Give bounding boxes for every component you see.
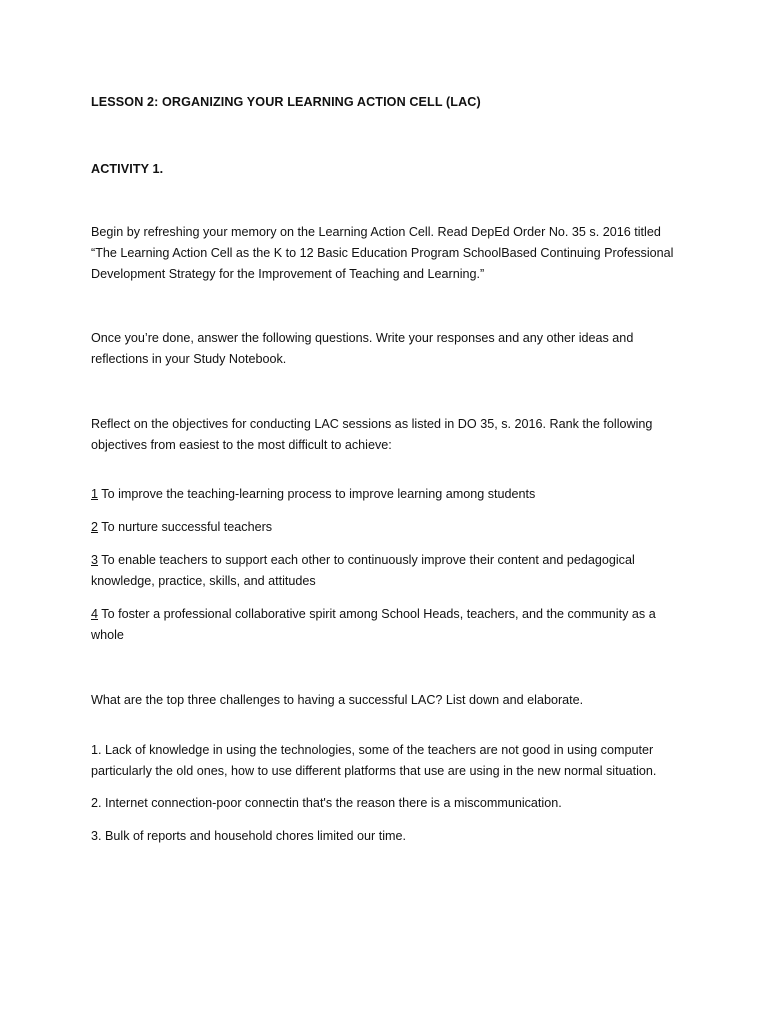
answer-item: 3. Bulk of reports and household chores limited our time.: [91, 829, 407, 843]
answer-item-continued: particularly the old ones, how to use different platforms that use are using in the new normal situation.: [91, 764, 657, 778]
rank-number: 1: [91, 487, 99, 501]
intro-line-1: Begin by refreshing your memory on the Learning Action Cell. Read DepEd Order No. 35 s. 2016 titled: [91, 225, 661, 239]
ranking-item: [91, 604, 656, 626]
rank-number: 3: [91, 553, 99, 567]
question2: What are the top three challenges to having a successful LAC? List down and elaborate.: [91, 693, 584, 707]
instructions-line-1: Once you’re done, answer the following questions. Write your responses and any other ideas and: [91, 331, 634, 345]
ranking-text: To improve the teaching-learning process to improve learning among students: [98, 487, 536, 501]
ranking-text: To foster a professional collaborative spirit among School Heads, teachers, and the community as a: [98, 607, 656, 621]
ranking-text: To enable teachers to support each other to continuously improve their content and pedagogical: [98, 553, 635, 567]
document-page: [91, 0, 691, 1024]
intro-line-2: “The Learning Action Cell as the K to 12 Basic Education Program SchoolBased Continuing Professional: [91, 246, 674, 260]
question1-line-2: objectives from easiest to the most difficult to achieve:: [91, 438, 392, 452]
answer-item: 2. Internet connection-poor connectin that's the reason there is a miscommunication.: [91, 796, 562, 810]
ranking-text-continued: whole: [91, 628, 124, 642]
instructions-line-2: reflections in your Study Notebook.: [91, 352, 287, 366]
ranking-text-continued: knowledge, practice, skills, and attitudes: [91, 574, 316, 588]
rank-number: 2: [91, 520, 99, 534]
lesson-title: LESSON 2: ORGANIZING YOUR LEARNING ACTION CELL (LAC): [91, 95, 481, 109]
activity-title: ACTIVITY 1.: [91, 162, 164, 176]
ranking-text: To nurture successful teachers: [98, 520, 273, 534]
ranking-item: [91, 484, 535, 506]
ranking-item: [91, 517, 272, 539]
answer-item: 1. Lack of knowledge in using the technologies, some of the teachers are not good in using computer: [91, 743, 654, 757]
intro-line-3: Development Strategy for the Improvement of Teaching and Learning.”: [91, 267, 485, 281]
ranking-item: [91, 550, 635, 572]
question1-line-1: Reflect on the objectives for conducting LAC sessions as listed in DO 35, s. 2016. Rank the following: [91, 417, 653, 431]
rank-number: 4: [91, 607, 99, 621]
